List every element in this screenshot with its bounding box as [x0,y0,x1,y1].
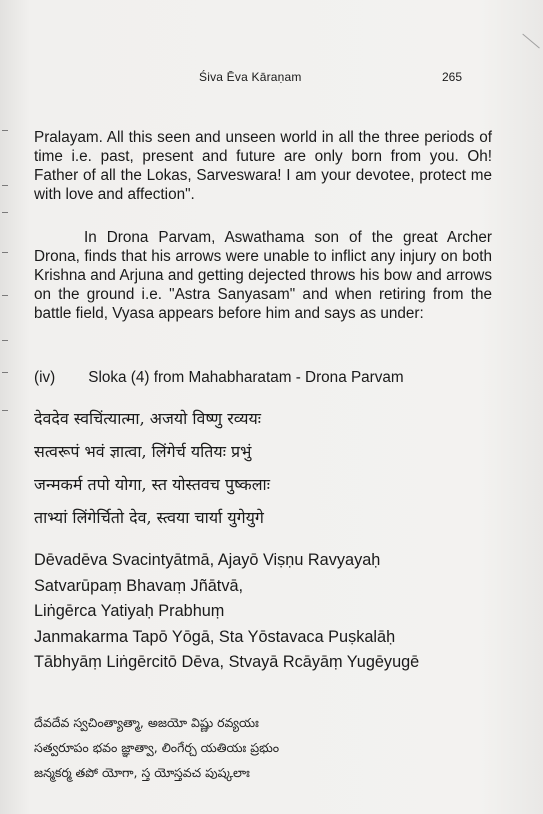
page-edge-marks [2,0,10,814]
paragraph-2: In Drona Parvam, Aswathama son of the great Archer Drona, finds that his arrows were unable to inflict any injury on both Krishna and Arjuna and getting dejected throws his bow and arrows on the ground i.e. "Astra Sanyasam" and when retiring from the battle field, Vyasa appears before him and says as under: [34,229,492,322]
transliteration-line: Satvarūpaṃ Bhavaṃ Jñātvā, [34,576,244,595]
devanagari-line: सत्वरूपं भवं ज्ञात्वा, लिंगेर्च यतियः प्रभुं [34,442,252,461]
sloka-reference [34,368,404,387]
devanagari-line: जन्मकर्म तपो योगा, स्त योस्तवच पुष्कलाः [34,475,270,494]
transliteration-line: Dēvadēva Svacintyātmā, Ajayō Viṣṇu Ravyayaḥ [34,551,381,569]
running-title: Śiva Ēva Kāraṇam [199,70,302,84]
devanagari-line: देवदेव स्वचिंत्यात्मा, अजयो विष्णु रव्ययः [34,409,261,428]
corner-fold-mark [508,34,540,66]
telugu-line: సత్వరూపం భవం జ్ఞాత్వా, లింగేర్చ యతియః ప్రభుం [34,740,280,755]
transliteration-verse [34,548,419,676]
paragraph-1: Pralayam. All this seen and unseen world in all the three periods of time i.e. past, present and future are only born from you. Oh! Father of all the Lokas, Sarveswara! I am your devotee, protect me with love and affection". [34,129,492,203]
transliteration-line: Liṅgērca Yatiyaḥ Prabhuṃ [34,602,225,620]
sloka-source: Sloka (4) from Mahabharatam - Drona Parvam [88,369,404,386]
page-number: 265 [442,70,463,84]
devanagari-verse [34,402,270,534]
telugu-line: జన్మకర్మ తపో యోగా, స్త యోస్తవచ పుష్కలాః [34,765,250,780]
sloka-number: (iv) [34,369,56,386]
transliteration-line: Tābhyāṃ Liṅgērcitō Dēva, Stvayā Rcāyāṃ Yugēyugē [34,653,420,671]
devanagari-line: ताभ्यां लिंगेर्चितो देव, स्त्वया चार्या युगेयुगे [34,508,264,527]
telugu-verse [34,710,279,785]
transliteration-line: Janmakarma Tapō Yōgā, Sta Yōstavaca Puṣkalāḥ [34,627,396,646]
telugu-line: దేవదేవ స్వచింత్యాత్మా, అజయో విష్ణు రవ్యయః [34,715,259,730]
